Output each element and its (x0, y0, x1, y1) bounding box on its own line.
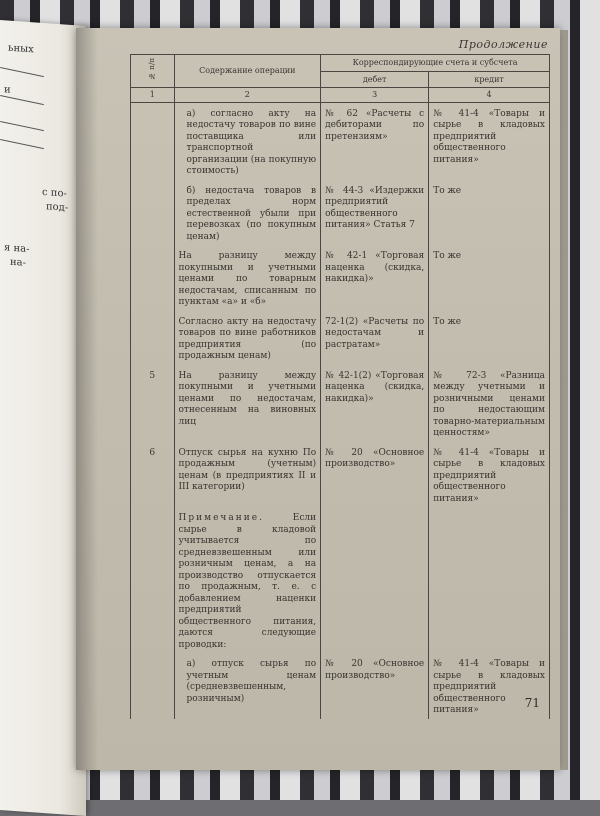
header-credit: кредит (429, 71, 550, 88)
row-num (131, 507, 175, 653)
row-operation: На разницу между покупными и учетными ценами по товарным недостачам, списанным по пунктам «а» и «б» (174, 245, 321, 311)
row-operation: На разницу между покупными и учетными ценами по недостачам, отнесенным на виновных лиц (174, 365, 321, 442)
table-row (131, 311, 550, 365)
row-debit (321, 507, 429, 653)
row-debit: № 44-3 «Издержки предприятий общественного питания» Статья 7 (321, 180, 429, 246)
facing-page-fragment: на- (10, 256, 27, 269)
facing-page-rule (0, 121, 44, 131)
header-debit: дебет (321, 71, 429, 88)
row-debit: № 62 «Расчеты с дебиторами по претензиям» (321, 102, 429, 180)
table-row (131, 365, 550, 442)
table-header-row (131, 55, 550, 72)
facing-page-fragment: и (4, 84, 11, 96)
column-number: 2 (174, 88, 321, 103)
table-row (131, 245, 550, 311)
row-num (131, 102, 175, 180)
row-debit: № 42-1(2) «Торговая наценка (скидка, накидка)» (321, 365, 429, 442)
row-operation: Согласно акту на недостачу товаров по вине работников предприятия (по продажным ценам) (174, 311, 321, 365)
facing-page-fragment: под- (46, 201, 69, 214)
row-operation-note (174, 507, 321, 653)
row-operation: Отпуск сырья на кухню По продажным (учетным) ценам (в предприятиях II и III категории) (174, 442, 321, 508)
row-operation: а) отпуск сырья по учетным ценам (средневзвешенным, розничным) (174, 653, 321, 719)
table-row (131, 102, 550, 180)
facing-page-rule (0, 95, 44, 105)
row-credit: То же (429, 311, 550, 365)
table-row (131, 653, 550, 719)
facing-page-fragment: ьных (8, 42, 34, 56)
row-operation: б) недостача товаров в пределах норм естественной убыли при перевозках (по покупным ценам) (174, 180, 321, 246)
row-debit: 72-1(2) «Расчеты по недостачам и растратам» (321, 311, 429, 365)
facing-page-rule (0, 67, 44, 77)
row-operation: а) согласно акту на недостачу товаров по вине поставщика или транспортной организации (на покупную стоимость) (174, 102, 321, 180)
facing-page-left (0, 20, 86, 816)
table-row (131, 442, 550, 508)
row-num: 6 (131, 442, 175, 508)
accounting-entries-table (130, 54, 550, 719)
column-number: 3 (321, 88, 429, 103)
row-credit: № 41-4 «Товары и сырье в кладовых предприятий общественного питания» (429, 442, 550, 508)
row-debit: № 20 «Основное производство» (321, 442, 429, 508)
table-row (131, 180, 550, 246)
row-debit: № 42-1 «Торговая наценка (скидка, накидка)» (321, 245, 429, 311)
row-credit: То же (429, 245, 550, 311)
column-number: 4 (429, 88, 550, 103)
row-credit: № 41-4 «Товары и сырье в кладовых предприятий общественного питания» (429, 653, 550, 719)
row-num: 5 (131, 365, 175, 442)
row-num (131, 311, 175, 365)
facing-page-rule (0, 139, 44, 149)
row-debit: № 20 «Основное производство» (321, 653, 429, 719)
header-num: № п/п (131, 55, 175, 88)
row-num (131, 180, 175, 246)
note-text: Если сырье в кладовой учитывается по средневзвешенным или розничным ценам, а на производство отпускается по продажным, т. е. с добавлением наценки предприятий общественного питания, даются следующие проводки: (178, 513, 317, 650)
header-operation: Содержание операции (174, 55, 321, 88)
row-credit (429, 507, 550, 653)
page-number: 71 (524, 696, 540, 710)
row-credit: То же (429, 180, 550, 246)
row-credit: № 41-4 «Товары и сырье в кладовых предприятий общественного питания» (429, 102, 550, 180)
row-num (131, 245, 175, 311)
column-number-row (131, 88, 550, 103)
book-page (76, 28, 560, 770)
row-credit: № 72-3 «Разница между учетными и розничными ценами по недостающим товарно-материальным ценностям» (429, 365, 550, 442)
header-accounts-group: Корреспондирующие счета и субсчета (321, 55, 550, 72)
note-label: Примечание. (178, 513, 264, 523)
facing-page-fragment: я на- (4, 242, 30, 256)
running-head: Продолжение (458, 38, 548, 51)
row-num (131, 653, 175, 719)
facing-page-fragment: с по- (42, 186, 67, 200)
table-row-note (131, 507, 550, 653)
column-number: 1 (131, 88, 175, 103)
